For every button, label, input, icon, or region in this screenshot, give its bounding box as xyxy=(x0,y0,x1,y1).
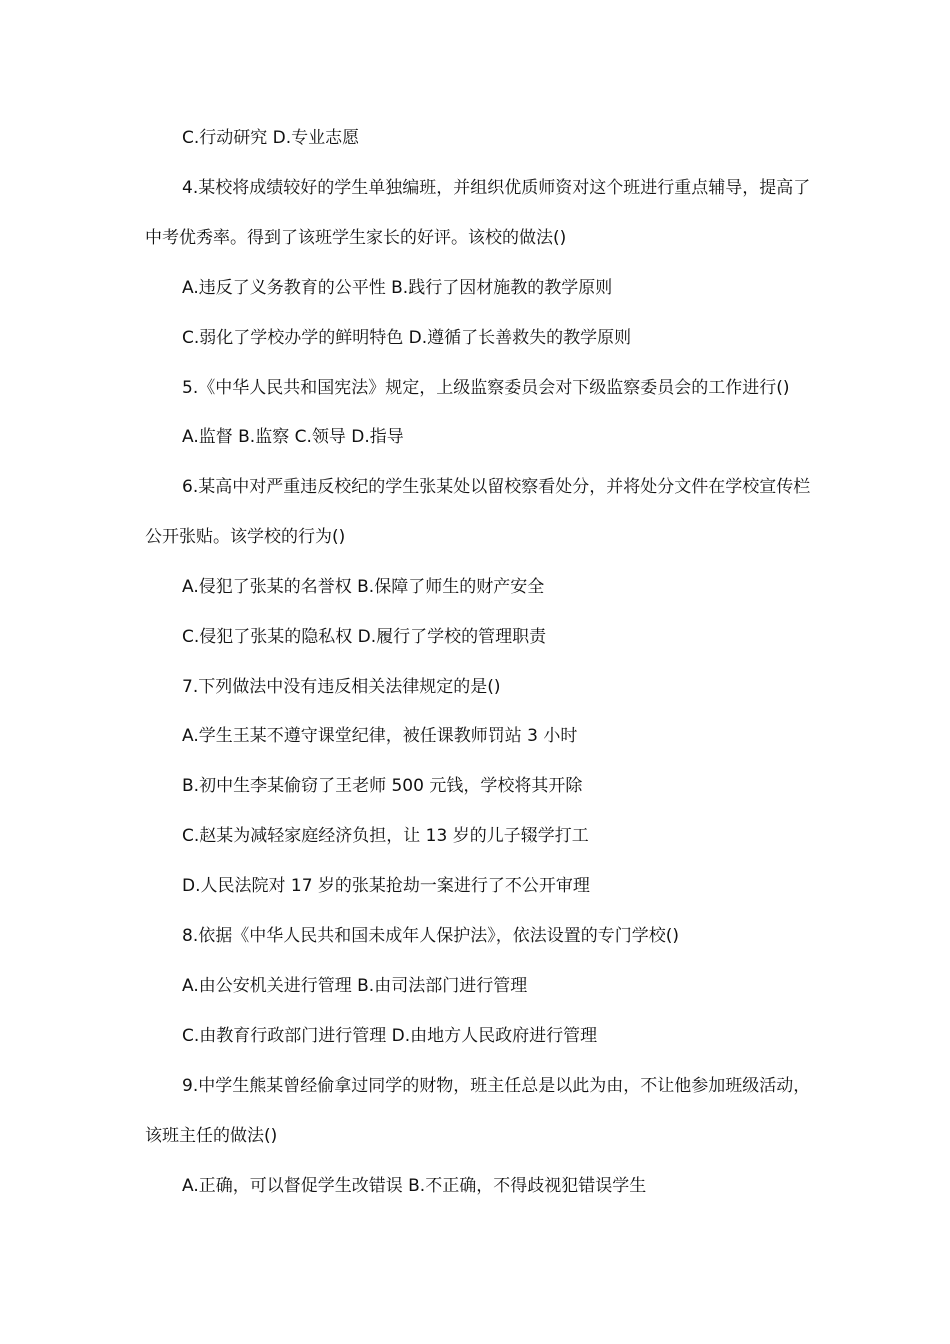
option-line-q4-cd: C.弱化了学校办学的鲜明特色 D.遵循了长善救失的教学原则 xyxy=(182,328,632,348)
option-line-q4-ab: A.违反了义务教育的公平性 B.践行了因材施教的教学原则 xyxy=(182,278,613,298)
option-line-q7-c: C.赵某为减轻家庭经济负担，让 13 岁的儿子辍学打工 xyxy=(182,826,589,846)
question-6-line-1: 6.某高中对严重违反校纪的学生张某处以留校察看处分，并将处分文件在学校宣传栏 xyxy=(182,477,811,497)
option-line-q7-a: A.学生王某不遵守课堂纪律，被任课教师罚站 3 小时 xyxy=(182,726,578,746)
option-line-q6-ab: A.侵犯了张某的名誉权 B.保障了师生的财产安全 xyxy=(182,577,545,597)
question-6-line-2: 公开张贴。该学校的行为() xyxy=(145,527,346,547)
option-line-q7-b: B.初中生李某偷窃了王老师 500 元钱，学校将其开除 xyxy=(182,776,583,796)
question-5-line-1: 5.《中华人民共和国宪法》规定，上级监察委员会对下级监察委员会的工作进行() xyxy=(182,378,790,398)
question-4-line-1: 4.某校将成绩较好的学生单独编班，并组织优质师资对这个班进行重点辅导，提高了 xyxy=(182,178,811,198)
question-8-line-1: 8.依据《中华人民共和国未成年人保护法》，依法设置的专门学校() xyxy=(182,926,679,946)
option-line-q8-cd: C.由教育行政部门进行管理 D.由地方人民政府进行管理 xyxy=(182,1026,598,1046)
question-7-line-1: 7.下列做法中没有违反相关法律规定的是() xyxy=(182,677,501,697)
question-4-line-2: 中考优秀率。得到了该班学生家长的好评。该校的做法() xyxy=(145,228,567,248)
option-line-q9-ab: A.正确，可以督促学生改错误 B.不正确，不得歧视犯错误学生 xyxy=(182,1176,647,1196)
option-line-q7-d: D.人民法院对 17 岁的张某抢劫一案进行了不公开审理 xyxy=(182,876,590,896)
option-line-q5: A.监督 B.监察 C.领导 D.指导 xyxy=(182,427,404,447)
option-line-q6-cd: C.侵犯了张某的隐私权 D.履行了学校的管理职责 xyxy=(182,627,547,647)
option-line-q3-cd: C.行动研究 D.专业志愿 xyxy=(182,128,360,148)
option-line-q8-ab: A.由公安机关进行管理 B.由司法部门进行管理 xyxy=(182,976,528,996)
question-9-line-2: 该班主任的做法() xyxy=(145,1126,278,1146)
question-9-line-1: 9.中学生熊某曾经偷拿过同学的财物，班主任总是以此为由，不让他参加班级活动， xyxy=(182,1076,811,1096)
